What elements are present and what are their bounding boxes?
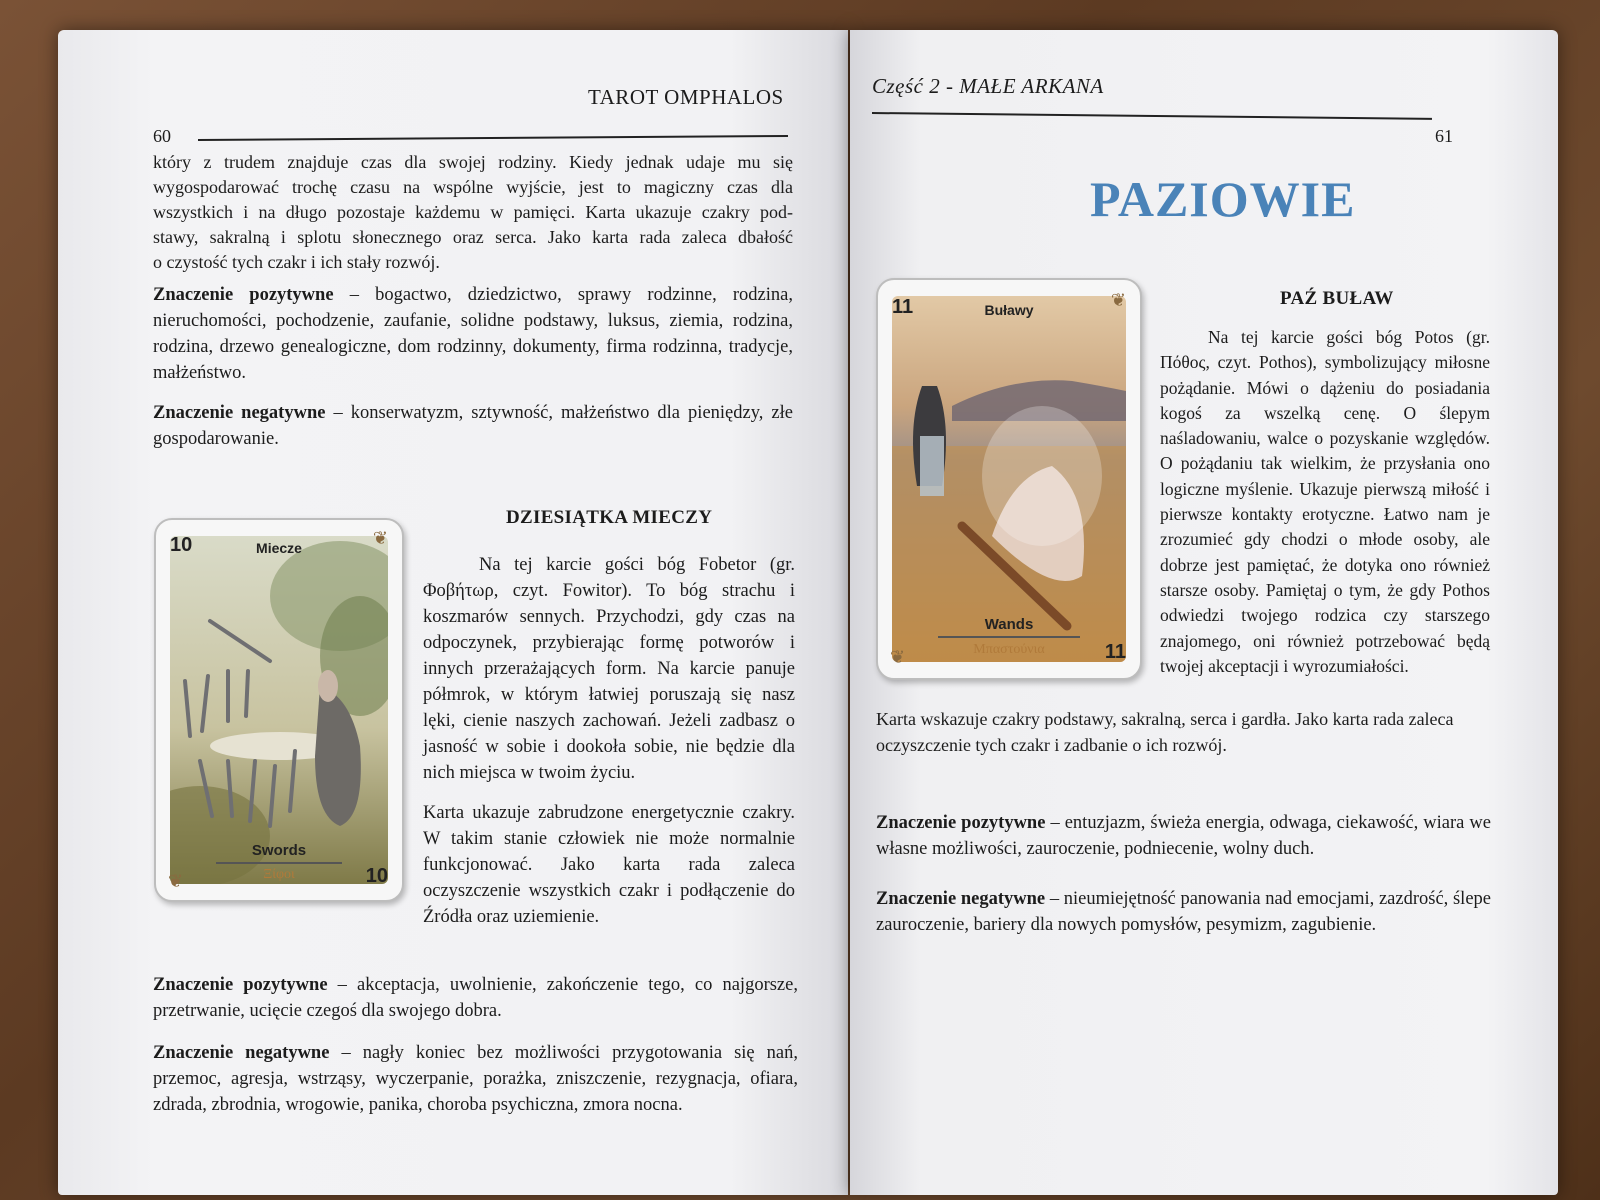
section-heading-ten-swords: DZIESIĄTKA MIECZY: [506, 507, 713, 528]
card-illustration: [170, 536, 388, 884]
card-number-top: 11: [892, 296, 914, 318]
intro-line: stawy, sakralną i splotu słonecznego oraz serca. Jako karta rada zaleca dbałość: [153, 227, 793, 247]
ten-swords-description: Na tej karcie gości bóg Fobetor (gr. Φοβήτωρ, czyt. Fowitor). To bóg strachu i koszmarów sennych. Przychodzi, gdy czas na odpoczynek, przybierając formę potworów i innych przerażających form. Na karcie panuje półmrok, w którym łatwiej poruszają się nasz lęki, cienie naszych zachowań. Jeżeli zadbasz o jasność w sobie i dookoła sobie, nie będzie dla nich miejsca w twoim życiu.: [423, 555, 795, 783]
positive-meaning-right: [876, 810, 1491, 862]
intro-line: o czystość tych czakr i ich stały rozwój.: [153, 252, 440, 272]
left-page: [58, 30, 848, 1195]
card-english-label: Swords: [251, 842, 307, 859]
card-divider: [216, 862, 342, 864]
positive-meaning-2: [153, 972, 798, 1024]
running-head-left: TAROT OMPHALOS: [588, 85, 784, 109]
card-number-bottom: 11: [1104, 641, 1126, 663]
negative-label: Znaczenie negatywne: [153, 1043, 330, 1063]
corner-ornament-icon: ❦: [168, 871, 184, 891]
negative-text: – konserwatyzm, sztywność, małżeństwo dla pieniędzy, złe gospodarowanie.: [153, 403, 793, 449]
tarot-card-ten-of-swords: [154, 518, 404, 902]
card-suit-label: Miecze: [256, 540, 302, 556]
intro-line: który z trudem znajduje czas dla swojej rodziny. Kiedy jednak udaje mu się: [153, 152, 793, 172]
negative-meaning-1: [153, 400, 793, 452]
page-number-right: 61: [1435, 126, 1453, 146]
negative-label: Znaczenie negatywne: [153, 403, 326, 423]
intro-line: wygospodarować trochę czasu na wspólne wyjście, jest to magiczny czas dla: [153, 177, 793, 197]
positive-text: – entuzjazm, świeża energia, odwaga, ciekawość, wiara we własne możliwości, zauroczenie, podniecenie, wolny duch.: [876, 813, 1491, 859]
card-suit-label: Buławy: [984, 302, 1034, 318]
card-greek-label: Ξίφοι: [263, 867, 295, 882]
open-book: [58, 30, 1558, 1195]
chapter-title: PAZIOWIE: [1090, 171, 1356, 227]
corner-ornament-icon: ❦: [890, 647, 906, 667]
positive-text: – bogactwo, dziedzictwo, sprawy rodzinne, rodzina, nieruchomości, pochodzenie, zaufanie, solidne podstawy, luksus, ziemia, rodzina, rodzina, drzewo genealogiczne, dom rodzinny, dokumenty, firma rodzinna, tradycje, małżeństwo.: [153, 285, 793, 383]
card-number-bottom: 10: [365, 865, 388, 887]
tarot-card-page-of-wands: [876, 278, 1142, 680]
page-of-wands-description: Na tej karcie gości bóg Potos (gr. Πόθος, czyt. Pothos), symbolizujący miłosne pożądanie. Mówi o dążeniu do posiadania kogoś za wszelką cenę. O ślepym naśladowaniu, walce o pozyskanie względów. O pożądaniu tak wielkim, że przysłania ono logiczne myślenie. Ukazuje pierwszą miłość i pierwsze kontakty erotyczne. Łatwo nam je zrozumieć gdy chodzi o młode osoby, ale dobrze jest pamiętać, że dotyka ono również starsze osoby. Pamiętaj o tym, że gdy Pothos odwiedzi twojego rodzica czy starszego znajomego, oni również potrzebować będą twojej akceptacji i wyrozumiałości.: [1160, 327, 1490, 676]
running-head-right: [872, 74, 1104, 99]
header-rule-left: [198, 135, 788, 141]
card-english-label: Wands: [984, 616, 1034, 633]
negative-text: – nagły koniec bez możliwości przygotowania się nań, przemoc, agresja, wstrząsy, wyczerpanie, porażka, zniszczenie, rezygnacja, ofiara, zdrada, zbrodnia, wrogowie, panika, choroba psychiczna, zmora nocna.: [153, 1043, 798, 1115]
card-greek-label: Μπαστούνια: [973, 642, 1045, 657]
negative-meaning-2: [153, 1040, 798, 1118]
ten-swords-chakra-advice: Karta ukazuje zabrudzone energetycznie czakry. W takim stanie człowiek nie może normalnie funkcjonować. Jako karta rada zaleca oczyszczenie wszystkich czakr i podłączenie do Źródła oraz uziemienie.: [423, 803, 795, 927]
ten-swords-artwork: [170, 536, 388, 884]
positive-label: Znaczenie pozytywne: [153, 975, 328, 995]
page-number-left: 60: [153, 126, 171, 146]
corner-ornament-icon: ❦: [372, 528, 388, 548]
negative-label: Znaczenie negatywne: [876, 889, 1046, 909]
right-page: [850, 30, 1558, 1195]
header-rule-right: [872, 112, 1432, 120]
section-heading-page-of-wands: PAŹ BUŁAW: [1280, 288, 1394, 309]
positive-text: – akceptacja, uwolnienie, zakończenie tego, co najgorsze, przetrwanie, ucięcie czegoś dla swojego dobra.: [153, 975, 798, 1021]
intro-line: wszystkich i na długo pozostaje każdemu w pamięci. Karta ukazuje czakry pod-: [153, 202, 793, 222]
positive-meaning-1: [153, 282, 793, 386]
positive-label: Znaczenie pozytywne: [153, 285, 334, 305]
running-head-text: Część 2 - MAŁE ARKANA: [872, 74, 1104, 98]
corner-ornament-icon: ❦: [1110, 290, 1126, 310]
card-illustration: [892, 296, 1126, 662]
page-of-wands-chakra-advice: Karta wskazuje czakry podstawy, sakralną, serca i gardła. Jako karta rada zaleca oczyszczenie tych czakr i zadbanie o ich rozwój.: [876, 709, 1454, 755]
card-number-top: 10: [170, 534, 193, 556]
negative-text: – nieumiejętność panowania nad emocjami, zazdrość, ślepe zauroczenie, bariery dla nowych pomysłów, pesymizm, zagubienie.: [876, 889, 1491, 935]
page-of-wands-artwork: [892, 296, 1126, 662]
card-divider: [938, 636, 1080, 638]
intro-paragraph: [153, 150, 793, 275]
positive-label: Znaczenie pozytywne: [876, 813, 1046, 833]
negative-meaning-right: [876, 886, 1491, 938]
